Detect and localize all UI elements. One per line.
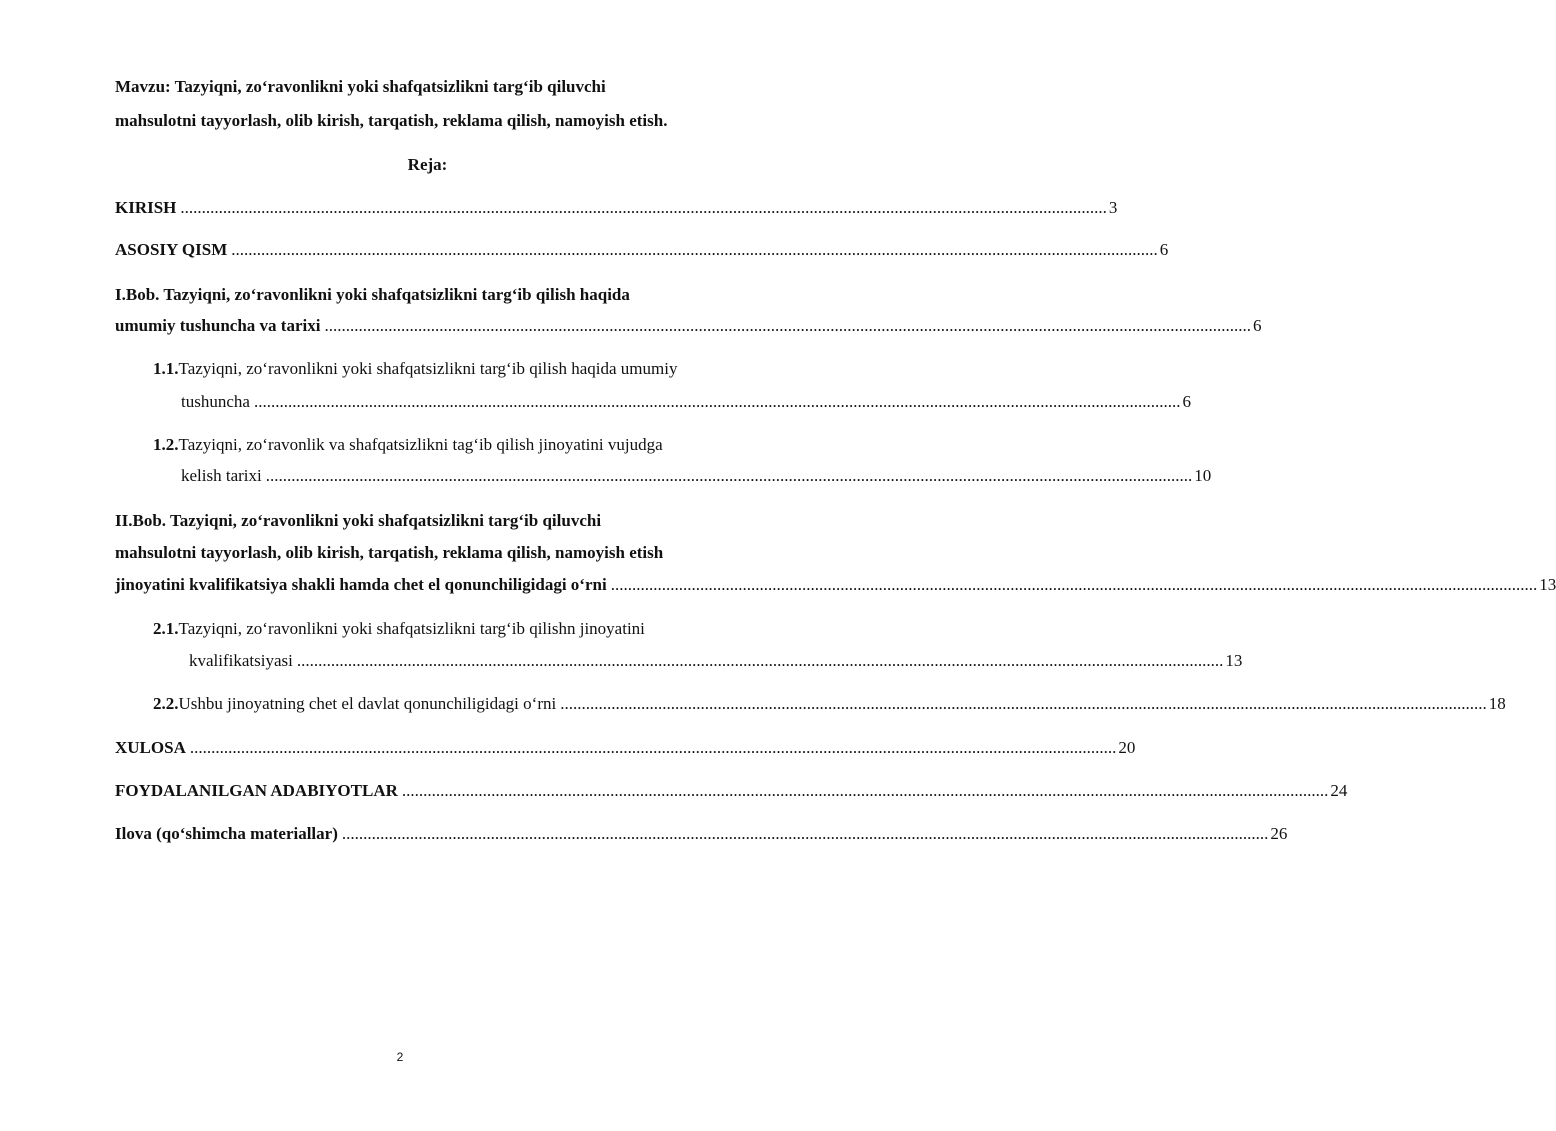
toc-leader-dots: .......................................................................................................................................................................................................................... bbox=[231, 240, 1158, 259]
toc-leader-dots: .......................................................................................................................................................................................................................... bbox=[560, 694, 1487, 713]
toc-entry-bob1 bbox=[115, 315, 1262, 337]
toc-s11-page: 6 bbox=[1182, 392, 1191, 411]
toc-bob1-line-1: I.Bob. Tazyiqni, zo‘ravonlikni yoki shafqatsizlikni targ‘ib qilish haqida bbox=[115, 285, 630, 304]
toc-leader-dots: .......................................................................................................................................................................................................................... bbox=[401, 781, 1329, 800]
toc-s21-line-2: kvalifikatsiyasi bbox=[189, 651, 293, 670]
toc-bob1-line-2: umumiy tushuncha va tarixi bbox=[115, 316, 321, 335]
topic-line-2: mahsulotni tayyorlash, olib kirish, tarqatish, reklama qilish, namoyish etish. bbox=[115, 111, 668, 130]
toc-s12-title: Tazyiqni, zo‘ravonlik va shafqatsizlikni tag‘ib qilish jinoyatini vujudga bbox=[178, 435, 663, 454]
toc-xulosa-page: 20 bbox=[1118, 738, 1136, 757]
toc-entry-xulosa bbox=[115, 737, 1136, 759]
toc-ilova-page: 26 bbox=[1270, 824, 1288, 843]
toc-leader-dots: .......................................................................................................................................................................................................................... bbox=[189, 738, 1117, 757]
toc-bob2-line-2: mahsulotni tayyorlash, olib kirish, tarqatish, reklama qilish, namoyish etish bbox=[115, 543, 664, 562]
toc-ilova-title: Ilova (qo‘shimcha materiallar) bbox=[115, 824, 338, 843]
toc-leader-dots: .......................................................................................................................................................................................................................... bbox=[296, 651, 1224, 670]
toc-s11-line-2: tushuncha bbox=[181, 392, 250, 411]
toc-bob1-page: 6 bbox=[1252, 316, 1262, 335]
toc-s12-line-1 bbox=[153, 434, 740, 456]
toc-s11-line-1 bbox=[153, 358, 740, 380]
toc-entry-asosiy-qism bbox=[115, 239, 1169, 261]
toc-kirish-page: 3 bbox=[1108, 198, 1118, 217]
toc-s12-number: 1.2. bbox=[153, 435, 179, 454]
toc-xulosa-title: XULOSA bbox=[115, 738, 186, 757]
toc-entry-bob2 bbox=[115, 574, 1556, 596]
plan-title: Reja: bbox=[407, 155, 448, 174]
toc-s11-number: 1.1. bbox=[153, 359, 179, 378]
toc-foydalanilgan-page: 24 bbox=[1330, 781, 1348, 800]
toc-leader-dots: .......................................................................................................................................................................................................................... bbox=[324, 316, 1251, 335]
toc-s22-page: 18 bbox=[1488, 694, 1506, 713]
toc-s22-title-wrap bbox=[153, 693, 556, 715]
toc-entry-kirish bbox=[115, 197, 1118, 219]
toc-asosiy-title: ASOSIY QISM bbox=[115, 240, 228, 259]
toc-entry-s21 bbox=[189, 650, 1243, 672]
toc-leader-dots: .......................................................................................................................................................................................................................... bbox=[265, 466, 1193, 485]
toc-bob2-line-1: II.Bob. Tazyiqni, zo‘ravonlikni yoki shafqatsizlikni targ‘ib qiluvchi bbox=[115, 511, 602, 530]
toc-s12-line-2: kelish tarixi bbox=[181, 466, 262, 485]
toc-entry-s12 bbox=[181, 465, 1212, 487]
toc-entry-ilova bbox=[115, 823, 1288, 845]
toc-kirish-title: KIRISH bbox=[115, 198, 177, 217]
toc-foydalanilgan-title: FOYDALANILGAN ADABIYOTLAR bbox=[115, 781, 398, 800]
toc-leader-dots: .......................................................................................................................................................................................................................... bbox=[253, 392, 1181, 411]
toc-bob2-line-3: jinoyatini kvalifikatsiya shakli hamda chet el qonunchiligidagi o‘rni bbox=[115, 575, 607, 594]
toc-s21-line-1 bbox=[153, 618, 740, 640]
toc-s21-title: Tazyiqni, zo‘ravonlikni yoki shafqatsizlikni targ‘ib qilishn jinoyatini bbox=[178, 619, 645, 638]
toc-leader-dots: .......................................................................................................................................................................................................................... bbox=[180, 198, 1107, 217]
toc-bob2-page: 13 bbox=[1539, 575, 1556, 594]
toc-leader-dots: .......................................................................................................................................................................................................................... bbox=[610, 575, 1538, 594]
toc-s21-page: 13 bbox=[1225, 651, 1243, 670]
toc-s22-title: Ushbu jinoyatning chet el davlat qonunchiligidagi o‘rni bbox=[178, 694, 557, 713]
page-number: 2 bbox=[396, 1050, 404, 1064]
toc-s12-page: 10 bbox=[1194, 466, 1212, 485]
topic-line-1: Mavzu: Tazyiqni, zo‘ravonlikni yoki shafqatsizlikni targ‘ib qiluvchi bbox=[115, 77, 606, 96]
toc-entry-foydalanilgan bbox=[115, 780, 1348, 802]
toc-s21-number: 2.1. bbox=[153, 619, 179, 638]
toc-asosiy-page: 6 bbox=[1159, 240, 1169, 259]
toc-entry-s11 bbox=[181, 391, 1191, 413]
toc-entry-s22 bbox=[153, 693, 1506, 715]
toc-leader-dots: .......................................................................................................................................................................................................................... bbox=[341, 824, 1269, 843]
toc-s11-title: Tazyiqni, zo‘ravonlikni yoki shafqatsizlikni targ‘ib qilish haqida umumiy bbox=[178, 359, 678, 378]
toc-s22-number: 2.2. bbox=[153, 694, 179, 713]
